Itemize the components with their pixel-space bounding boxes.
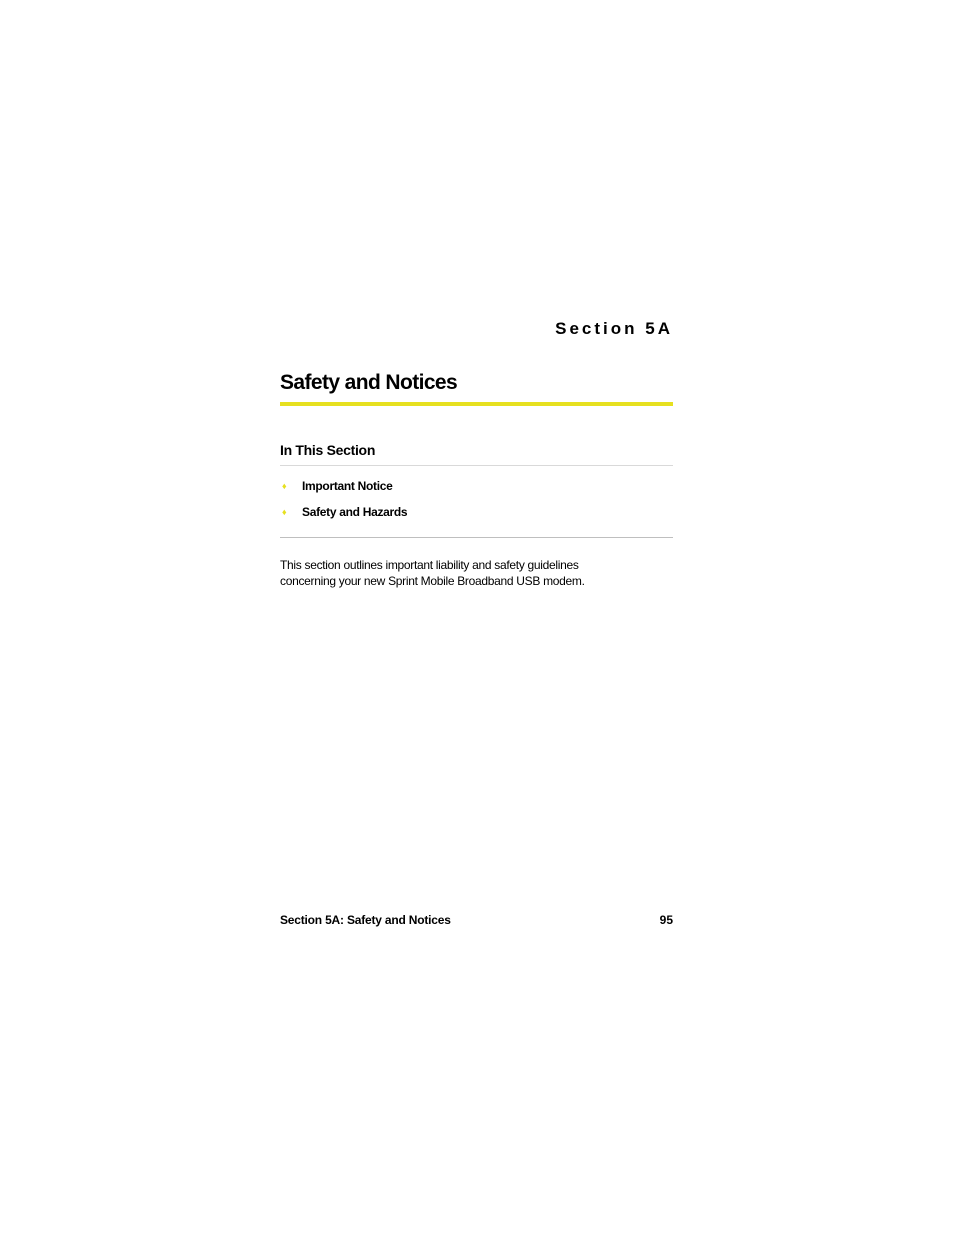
intro-line-1: This section outlines important liability and safety guidelines <box>280 558 579 572</box>
intro-paragraph <box>280 557 673 589</box>
page-title: Safety and Notices <box>280 371 458 394</box>
list-item[interactable] <box>280 502 673 528</box>
in-this-section-heading: In This Section <box>280 442 376 458</box>
diamond-bullet-icon: ♦ <box>282 507 287 517</box>
footer-page-number: 95 <box>659 913 673 927</box>
section-divider-top <box>280 465 673 466</box>
diamond-bullet-icon: ♦ <box>282 481 287 491</box>
title-underline <box>280 402 673 406</box>
toc-link-important-notice[interactable]: Important Notice <box>302 479 393 493</box>
section-label: Section 5A <box>555 319 673 338</box>
toc-link-safety-and-hazards[interactable]: Safety and Hazards <box>302 505 408 519</box>
section-contents-list <box>280 476 673 528</box>
footer-section-title: Section 5A: Safety and Notices <box>280 913 451 927</box>
section-divider-bottom <box>280 537 673 538</box>
list-item[interactable] <box>280 476 673 502</box>
document-page <box>280 0 673 1235</box>
intro-line-2: concerning your new Sprint Mobile Broadband USB modem. <box>280 574 585 588</box>
